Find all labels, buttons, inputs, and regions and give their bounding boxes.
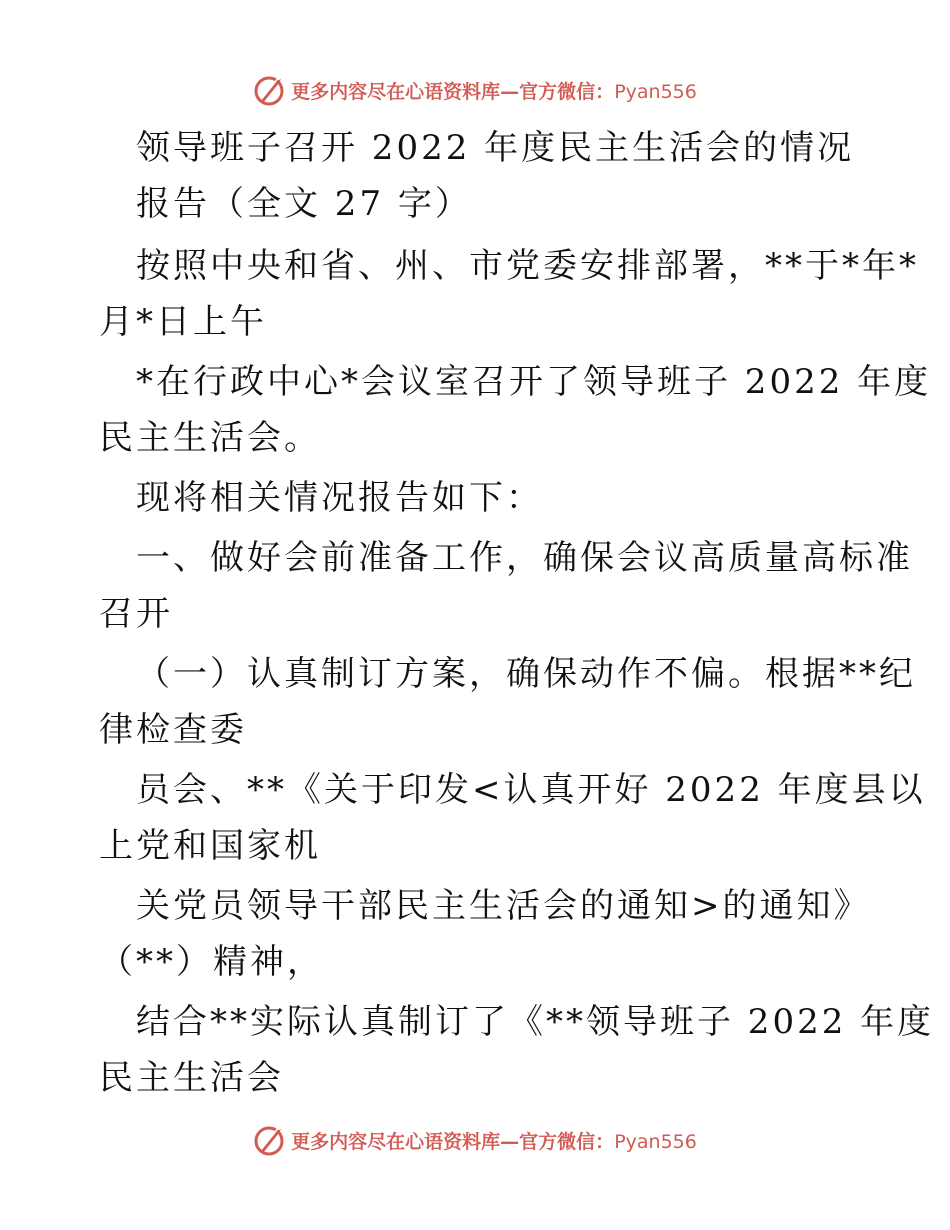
paragraph-line: 结合**实际认真制订了《**领导班子 2022 年度	[136, 1002, 935, 1042]
watermark-text: 更多内容尽在心语资料库—官方微信：Pyan556	[291, 1130, 697, 1153]
quill-logo-icon	[253, 1123, 287, 1157]
watermark-banner-top	[0, 70, 950, 110]
paragraph-line: 员会、**《关于印发<认真开好 2022 年度县以	[136, 770, 926, 810]
paragraph-line: 上党和国家机	[99, 826, 321, 866]
doc-title-line-2: 报告（全文 27 字）	[136, 184, 472, 224]
paragraph-line: 民主生活会。	[99, 418, 321, 458]
section-heading-line: 召开	[99, 594, 173, 634]
paragraph-line: 律检查委	[99, 710, 247, 750]
paragraph-line: 民主生活会	[99, 1058, 284, 1098]
quill-logo-icon	[253, 73, 287, 107]
section-heading-line: 一、做好会前准备工作，确保会议高质量高标准	[136, 538, 913, 578]
paragraph-line: （**）精神，	[99, 942, 324, 982]
watermark-text: 更多内容尽在心语资料库—官方微信：Pyan556	[291, 80, 697, 103]
paragraph-line: 关党员领导干部民主生活会的通知>的通知》	[136, 886, 871, 926]
paragraph-line: 月*日上午	[99, 302, 267, 342]
paragraph-line: *在行政中心*会议室召开了领导班子 2022 年度	[136, 362, 932, 402]
paragraph-line: 按照中央和省、州、市党委安排部署，**于*年*	[136, 246, 919, 286]
paragraph-line: （一）认真制订方案，确保动作不偏。根据**纪	[136, 654, 916, 694]
doc-title-line-1: 领导班子召开 2022 年度民主生活会的情况	[136, 128, 855, 168]
paragraph-line: 现将相关情况报告如下：	[136, 478, 543, 518]
watermark-banner-bottom	[0, 1120, 950, 1160]
